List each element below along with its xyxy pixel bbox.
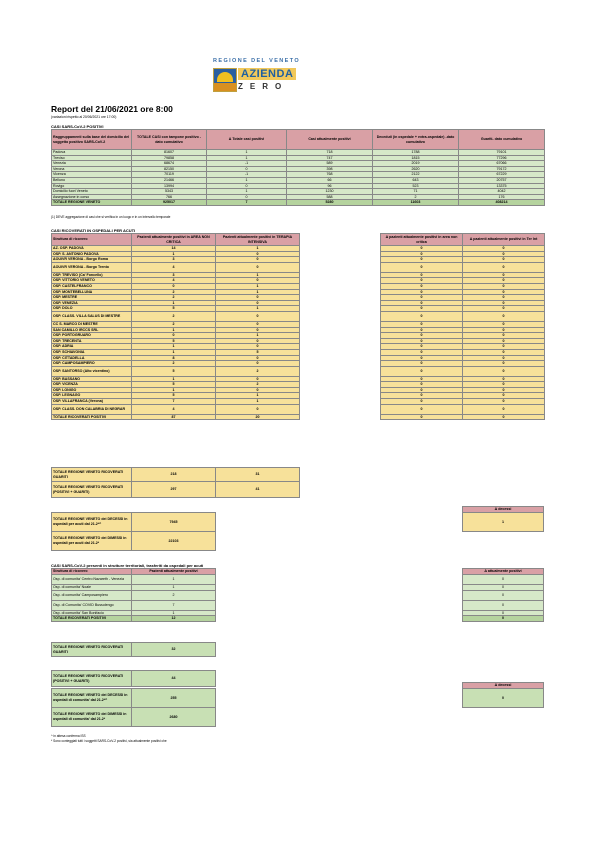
territoriali-total-value: 12 [132, 616, 216, 622]
cell-struttura: Osp. di comunita' San Bonifacio [52, 610, 132, 616]
ricoveri-decessi-label: TOTALE REGIONE VENETO dei DECESSI in ospedali per acuti dal 21.2*^ [52, 513, 132, 532]
cell-raggruppamento: Domicilio fuori Veneto [52, 189, 132, 195]
ricoveri-total-label: TOTALE RICOVERATI POSITIVI [52, 414, 132, 420]
territoriali-delta-decessi-header: Δ decessi [463, 683, 544, 689]
cell-struttura: CC S. MARCO DI MESTRE [52, 321, 132, 327]
territoriali-pos-guariti-label: TOTALE REGIONE VENETO RICOVERATI (POSITIVI + GUARITI) [52, 671, 132, 687]
cell-deceduti: 71 [373, 189, 459, 195]
cell-delta-ti: 0 [463, 321, 545, 327]
logo-sub: ZERO [238, 82, 289, 91]
cell-delta-casi: 1 [207, 177, 287, 183]
cell-delta-ti: 0 [463, 366, 545, 376]
cell-delta-ti: 0 [463, 295, 545, 301]
cell-delta-area: 0 [381, 344, 463, 350]
cell-area-non-critica: 2 [132, 311, 216, 321]
cell-struttura: OSP. CAMPOSAMPIERO [52, 361, 132, 367]
header-deceduti: Deceduti (in ospedale + extra-ospedale) -dato cumulativo [373, 130, 459, 150]
cell-guariti: 176 [459, 194, 545, 200]
territoriali-table [51, 568, 216, 622]
cell-area-non-critica: 1 [132, 327, 216, 333]
ricoveri-delta-decessi-table [462, 506, 544, 532]
cell-terapia-intensiva: 1 [216, 333, 300, 339]
territoriali-decessi-value: 255 [132, 689, 216, 708]
cell-struttura: OSP. CLASS. DON CALABRIA DI NEGRAR [52, 404, 132, 414]
territoriali-section-label: CASI SARS-CoV-2 presenti in strutture territoriali, trasferiti da ospedali per acuti [51, 563, 204, 568]
cell-area-non-critica: 14 [132, 246, 216, 252]
territoriali-delta-total: 0 [463, 616, 544, 622]
positivi-total-label: TOTALE REGIONE VENETO [52, 200, 132, 206]
table-row [381, 311, 545, 321]
ricoveri-delta-total-ti: 0 [463, 414, 545, 420]
cell-struttura: AZ. OSP. PADOVA [52, 246, 132, 252]
ricoveri-pos-guariti-ti: 41 [216, 482, 300, 498]
cell-attualmente-positivi: 66 [287, 177, 373, 183]
positivi-total-guariti: 408214 [459, 200, 545, 206]
territoriali-guariti-label: TOTALE REGIONE VENETO RICOVERATI GUARITI [52, 643, 132, 657]
cell-terapia-intensiva: 0 [216, 321, 300, 327]
cell-struttura: OSP. VITTORIO VENETO [52, 278, 132, 284]
header-raggruppamenti: Raggruppamenti sulla base del domicilio del soggetto positivo SARS-CoV-2 [52, 130, 132, 150]
cell-deceduti: 2122 [373, 172, 459, 178]
cell-guariti: 79172 [459, 166, 545, 172]
cell-delta-area: 0 [381, 306, 463, 312]
table-row [52, 590, 216, 600]
cell-delta-ti: 0 [463, 283, 545, 289]
ricoveri-delta-table [380, 233, 545, 420]
cell-guariti: 13375 [459, 183, 545, 189]
cell-totale-casi: 82150 [132, 166, 207, 172]
cell-delta-ti: 0 [463, 251, 545, 257]
cell-delta-area: 0 [381, 399, 463, 405]
cell-area-non-critica: 2 [132, 295, 216, 301]
header-delta-area: Δ pazienti attualmente positivi in area non critica [381, 234, 463, 246]
cell-struttura: OSP. ADRIA [52, 344, 132, 350]
cell-struttura: OSP. SCHIAVONIA [52, 349, 132, 355]
cell-deceduti: 1815 [373, 155, 459, 161]
cell-struttura: OSP. MONTEBELLUNA [52, 289, 132, 295]
ricoveri-dimessi-value: 22103 [132, 532, 216, 551]
cell-deceduti: 523 [373, 183, 459, 189]
cell-terapia-intensiva: 2 [216, 366, 300, 376]
cell-area-non-critica: 5 [132, 382, 216, 388]
cell-struttura: OSP. PORTOGRUARO [52, 333, 132, 339]
positivi-table [51, 129, 545, 206]
cell-area-non-critica: 5 [132, 393, 216, 399]
cell-area-non-critica: 3 [132, 257, 216, 263]
cell-delta-ti: 0 [463, 344, 545, 350]
territoriali-dimessi-label: TOTALE REGIONE VENETO dei DIMESSI in ospedali di comunita' dal 21.2* [52, 708, 132, 727]
cell-delta-attualmente-positivi: 0 [463, 610, 544, 616]
cell-raggruppamento: Padova [52, 150, 132, 156]
ricoveri-decessi-value: 7945 [132, 513, 216, 532]
territoriali-guariti-table [51, 642, 216, 687]
cell-struttura: Osp. di comunita' Camposampiero [52, 590, 132, 600]
cell-attualmente-positivi: 1 [132, 575, 216, 585]
ricoveri-decessi-table [51, 512, 216, 551]
cell-area-non-critica: 0 [132, 333, 216, 339]
cell-delta-ti: 0 [463, 393, 545, 399]
table-row [52, 311, 300, 321]
cell-area-non-critica: 2 [132, 321, 216, 327]
table-row [463, 575, 544, 585]
cell-delta-area: 0 [381, 278, 463, 284]
cell-totale-casi: 70119 [132, 172, 207, 178]
cell-terapia-intensiva: 0 [216, 251, 300, 257]
territoriali-guariti-value: 32 [132, 643, 216, 657]
cell-delta-area: 0 [381, 321, 463, 327]
table-row [52, 262, 300, 272]
cell-delta-ti: 0 [463, 387, 545, 393]
ricoveri-guariti-label: TOTALE REGIONE VENETO RICOVERATI GUARITI [52, 468, 132, 482]
cell-terapia-intensiva: 0 [216, 327, 300, 333]
cell-delta-ti: 0 [463, 382, 545, 388]
ricoveri-pos-guariti-area: 297 [132, 482, 216, 498]
header-struttura-territoriale: Struttura di ricovero [52, 569, 132, 575]
cell-delta-ti: 0 [463, 349, 545, 355]
region-label: REGIONE DEL VENETO [213, 58, 301, 64]
cell-struttura: Osp. di comunita' Centro Nazareth - Venezia [52, 575, 132, 585]
cell-struttura: OSP. TREVISO (Ca' Foncello) [52, 272, 132, 278]
cell-area-non-critica: 1 [132, 300, 216, 306]
cell-terapia-intensiva: 0 [216, 344, 300, 350]
cell-totale-casi: 81607 [132, 150, 207, 156]
cell-terapia-intensiva: 0 [216, 295, 300, 301]
ricoveri-total-area: 87 [132, 414, 216, 420]
cell-delta-casi: 1 [207, 150, 287, 156]
cell-terapia-intensiva: 0 [216, 361, 300, 367]
ricoveri-guariti-area: 218 [132, 468, 216, 482]
cell-area-non-critica: 1 [132, 251, 216, 257]
ricoveri-guariti-table [51, 467, 300, 498]
cell-struttura: Osp. di comunita' Noale [52, 585, 132, 591]
cell-area-non-critica: 1 [132, 349, 216, 355]
cell-delta-casi: 0 [207, 183, 287, 189]
cell-delta-ti: 0 [463, 361, 545, 367]
cell-struttura: OSP. DOLO [52, 306, 132, 312]
header-delta-attualmente-positivi: Δ attualmente positivi [463, 569, 544, 575]
cell-delta-attualmente-positivi: 0 [463, 585, 544, 591]
cell-area-non-critica: 3 [132, 272, 216, 278]
cell-terapia-intensiva: 1 [216, 306, 300, 312]
logo-name: AZIENDA [238, 68, 296, 80]
cell-delta-area: 0 [381, 262, 463, 272]
ricoveri-delta-total-area: 0 [381, 414, 463, 420]
header-area-non-critica: Pazienti attualmente positivi in AREA NON CRITICA [132, 234, 216, 246]
header-terapia-intensiva: Pazienti attualmente positivi in TERAPIA INTENSIVA [216, 234, 300, 246]
cell-terapia-intensiva: 0 [216, 376, 300, 382]
cell-terapia-intensiva: 1 [216, 393, 300, 399]
cell-delta-area: 0 [381, 246, 463, 252]
territoriali-decessi-table [51, 688, 216, 727]
cell-area-non-critica: 4 [132, 262, 216, 272]
cell-attualmente-positivi: 7 [132, 600, 216, 610]
table-row [381, 262, 545, 272]
territoriali-delta-table [462, 568, 544, 622]
cell-delta-area: 0 [381, 289, 463, 295]
cell-deceduti: 2620 [373, 166, 459, 172]
cell-terapia-intensiva: 1 [216, 283, 300, 289]
cell-struttura: AOUIVR VERONA - Borgo Roma [52, 257, 132, 263]
cell-delta-area: 0 [381, 393, 463, 399]
cell-struttura: SAN CAMILLO IRCCS SRL [52, 327, 132, 333]
cell-raggruppamento: Treviso [52, 155, 132, 161]
cell-delta-area: 0 [381, 382, 463, 388]
cell-area-non-critica: 1 [132, 344, 216, 350]
ricoveri-section-label: CASI RICOVERATI IN OSPEDALI PER ACUTI [51, 228, 136, 233]
cell-guariti: 20757 [459, 177, 545, 183]
cell-area-non-critica: 4 [132, 278, 216, 284]
cell-struttura: OSP. S. ANTONIO PADOVA [52, 251, 132, 257]
table-row [52, 600, 216, 610]
cell-area-non-critica: 7 [132, 399, 216, 405]
territoriali-dimessi-value: 2680 [132, 708, 216, 727]
cell-struttura: OSP. SANTORSO (Alto vicentino) [52, 366, 132, 376]
cell-terapia-intensiva: 0 [216, 387, 300, 393]
cell-struttura: OSP. BASSANO [52, 376, 132, 382]
cell-attualmente-positivi: 398 [287, 166, 373, 172]
cell-attualmente-positivi: 589 [287, 161, 373, 167]
territoriali-delta-decessi-value: 0 [463, 689, 544, 708]
cell-delta-ti: 0 [463, 376, 545, 382]
cell-delta-ti: 0 [463, 399, 545, 405]
cell-delta-ti: 0 [463, 404, 545, 414]
cell-guariti: 4042 [459, 189, 545, 195]
cell-guariti: 67229 [459, 172, 545, 178]
cell-terapia-intensiva: 0 [216, 262, 300, 272]
cell-delta-ti: 0 [463, 246, 545, 252]
header-totale-casi: TOTALE CASI con tampone positivo - dato cumulativo [132, 130, 207, 150]
cell-delta-ti: 0 [463, 257, 545, 263]
cell-delta-ti: 0 [463, 333, 545, 339]
cell-struttura: OSP. VICENZA [52, 382, 132, 388]
footnote-1: ^ in attesa conferma ISS [51, 734, 86, 738]
cell-area-non-critica: 5 [132, 366, 216, 376]
table-row [381, 366, 545, 376]
cell-delta-ti: 0 [463, 289, 545, 295]
cell-delta-casi: -1 [207, 161, 287, 167]
cell-delta-area: 0 [381, 361, 463, 367]
cell-area-non-critica: 0 [132, 283, 216, 289]
cell-deceduti: 2 [373, 194, 459, 200]
cell-struttura: OSP. TRECENTA [52, 338, 132, 344]
ricoveri-dimessi-label: TOTALE REGIONE VENETO dei DIMESSI in ospedali per acuti dal 21.2* [52, 532, 132, 551]
table-row [52, 404, 300, 414]
cell-terapia-intensiva: 0 [216, 257, 300, 263]
cell-terapia-intensiva: 1 [216, 246, 300, 252]
cell-attualmente-positivi: 1 [132, 585, 216, 591]
cell-guariti: 67066 [459, 161, 545, 167]
cell-delta-ti: 0 [463, 262, 545, 272]
cell-delta-ti: 0 [463, 278, 545, 284]
cell-delta-area: 0 [381, 300, 463, 306]
cell-area-non-critica: 5 [132, 306, 216, 312]
cell-delta-area: 0 [381, 387, 463, 393]
cell-attualmente-positivi: 747 [287, 155, 373, 161]
cell-delta-area: 0 [381, 311, 463, 321]
table-row [52, 575, 216, 585]
territoriali-total-label: TOTALE RICOVERATI POSITIVI [52, 616, 132, 622]
header-struttura: Struttura di ricovero [52, 234, 132, 246]
cell-raggruppamento: Belluno [52, 177, 132, 183]
cell-attualmente-positivi: 96 [287, 183, 373, 189]
cell-delta-ti: 0 [463, 300, 545, 306]
cell-delta-ti: 0 [463, 306, 545, 312]
cell-deceduti: 2019 [373, 161, 459, 167]
cell-delta-area: 0 [381, 333, 463, 339]
cell-delta-casi: 1 [207, 155, 287, 161]
ricoveri-guariti-ti: 31 [216, 468, 300, 482]
cell-delta-casi: 0 [207, 166, 287, 172]
cell-struttura: OSP. CLASS. VILLA SALUS DI MESTRE [52, 311, 132, 321]
cell-delta-casi: -1 [207, 172, 287, 178]
cell-attualmente-positivi: 1230 [287, 189, 373, 195]
cell-delta-area: 0 [381, 272, 463, 278]
ricoveri-total-ti: 20 [216, 414, 300, 420]
cell-delta-area: 0 [381, 295, 463, 301]
cell-struttura: OSP. CASTELFRANCO [52, 283, 132, 289]
cell-delta-area: 0 [381, 283, 463, 289]
cell-totale-casi: 13994 [132, 183, 207, 189]
cell-area-non-critica: 1 [132, 376, 216, 382]
cell-area-non-critica: 2 [132, 289, 216, 295]
cell-totale-casi: 766 [132, 194, 207, 200]
cell-terapia-intensiva: 0 [216, 404, 300, 414]
header-guariti: Guariti- dato cumulativo [459, 130, 545, 150]
cell-delta-ti: 0 [463, 355, 545, 361]
cell-deceduti: 643 [373, 177, 459, 183]
positivi-note: (1) DEVE aggregazione di casi che si verifica in un luogo e in un intervallo temporale [51, 215, 171, 219]
cell-delta-attualmente-positivi: 0 [463, 600, 544, 610]
cell-terapia-intensiva: 0 [216, 338, 300, 344]
cell-area-non-critica: 2 [132, 361, 216, 367]
footnote-2: * Sono conteggiati tutti i soggetti SARS-CoV-2 positivi, sia attualmente positivi che [51, 739, 167, 743]
cell-struttura: OSP. MESTRE [52, 295, 132, 301]
cell-area-non-critica: 4 [132, 404, 216, 414]
cell-delta-casi: 0 [207, 194, 287, 200]
cell-raggruppamento: Verona [52, 166, 132, 172]
positivi-total-delta: 7 [207, 200, 287, 206]
header-delta-ti: Δ pazienti attualmente positivi in Ter Int [463, 234, 545, 246]
ricoveri-delta-decessi-value: 1 [463, 513, 544, 532]
cell-terapia-intensiva: 0 [216, 355, 300, 361]
report-title: Report del 21/06/2021 ore 8:00 [51, 104, 173, 114]
header-attualmente-positivi-terr: Pazienti attualmente positivi [132, 569, 216, 575]
cell-struttura: OSP. VENEZIA [52, 300, 132, 306]
cell-terapia-intensiva: 1 [216, 272, 300, 278]
cell-area-non-critica: 5 [132, 338, 216, 344]
cell-terapia-intensiva: 1 [216, 289, 300, 295]
cell-struttura: AOUIVR VERONA - Borgo Trento [52, 262, 132, 272]
positivi-total-casi: 925017 [132, 200, 207, 206]
cell-attualmente-positivi: 768 [287, 172, 373, 178]
cell-delta-ti: 0 [463, 338, 545, 344]
cell-delta-area: 0 [381, 327, 463, 333]
cell-terapia-intensiva: 0 [216, 278, 300, 284]
cell-delta-attualmente-positivi: 0 [463, 590, 544, 600]
cell-attualmente-positivi: 718 [287, 150, 373, 156]
cell-totale-casi: 5343 [132, 189, 207, 195]
cell-terapia-intensiva: 0 [216, 311, 300, 321]
cell-raggruppamento: Rovigo [52, 183, 132, 189]
header-attualmente-positivi: Casi attualmente positivi [287, 130, 373, 150]
cell-area-non-critica: 8 [132, 355, 216, 361]
cell-guariti: 79101 [459, 150, 545, 156]
cell-struttura: OSP. LEGNAGO [52, 393, 132, 399]
cell-delta-area: 0 [381, 355, 463, 361]
cell-attualmente-positivi: 588 [287, 194, 373, 200]
cell-delta-ti: 0 [463, 311, 545, 321]
azienda-zero-logo [213, 68, 237, 92]
cell-delta-area: 0 [381, 376, 463, 382]
header-delta-casi: Δ Totale casi positivi [207, 130, 287, 150]
cell-delta-ti: 0 [463, 272, 545, 278]
positivi-section-label: CASI SARS-CoV-2 POSITIVI [51, 124, 104, 129]
cell-attualmente-positivi: 1 [132, 610, 216, 616]
cell-area-non-critica: 1 [132, 387, 216, 393]
cell-totale-casi: 68674 [132, 161, 207, 167]
cell-totale-casi: 21466 [132, 177, 207, 183]
cell-delta-attualmente-positivi: 0 [463, 575, 544, 585]
cell-delta-area: 0 [381, 251, 463, 257]
report-subtitle: (variazioni rispetto al 20/06/2021 ore 17:00) [51, 115, 117, 119]
cell-terapia-intensiva: 5 [216, 349, 300, 355]
ricoveri-table [51, 233, 300, 420]
territoriali-pos-guariti-value: 44 [132, 671, 216, 687]
territoriali-decessi-label: TOTALE REGIONE VENETO dei DECESSI in ospedali di comunita' dal 21.2*^ [52, 689, 132, 708]
cell-delta-area: 0 [381, 404, 463, 414]
territoriali-delta-decessi-table [462, 682, 544, 708]
ricoveri-pos-guariti-label: TOTALE REGIONE VENETO RICOVERATI (POSITIVI + GUARITI) [52, 482, 132, 498]
ricoveri-delta-decessi-header: Δ decessi [463, 507, 544, 513]
cell-totale-casi: 79858 [132, 155, 207, 161]
table-row [52, 366, 300, 376]
cell-terapia-intensiva: 2 [216, 382, 300, 388]
table-row [463, 590, 544, 600]
cell-raggruppamento: Venezia [52, 161, 132, 167]
positivi-total-deceduti: 11603 [373, 200, 459, 206]
cell-attualmente-positivi: 2 [132, 590, 216, 600]
cell-guariti: 77296 [459, 155, 545, 161]
cell-delta-casi: 1 [207, 189, 287, 195]
cell-struttura: OSP. CITTADELLA [52, 355, 132, 361]
cell-delta-area: 0 [381, 338, 463, 344]
cell-delta-area: 0 [381, 257, 463, 263]
cell-raggruppamento: Assegnazione in corso [52, 194, 132, 200]
positivi-total-attuali: 5280 [287, 200, 373, 206]
cell-delta-area: 0 [381, 349, 463, 355]
cell-terapia-intensiva: 0 [216, 300, 300, 306]
table-row [381, 404, 545, 414]
cell-struttura: OSP. LONIGO [52, 387, 132, 393]
cell-struttura: Osp. di Comunita' COVID Bussolengo [52, 600, 132, 610]
cell-delta-area: 0 [381, 366, 463, 376]
cell-struttura: OSP. VILLAFRANCA (Verona) [52, 399, 132, 405]
cell-raggruppamento: Vicenza [52, 172, 132, 178]
cell-deceduti: 1788 [373, 150, 459, 156]
cell-delta-ti: 0 [463, 327, 545, 333]
cell-terapia-intensiva: 1 [216, 399, 300, 405]
table-row [463, 600, 544, 610]
